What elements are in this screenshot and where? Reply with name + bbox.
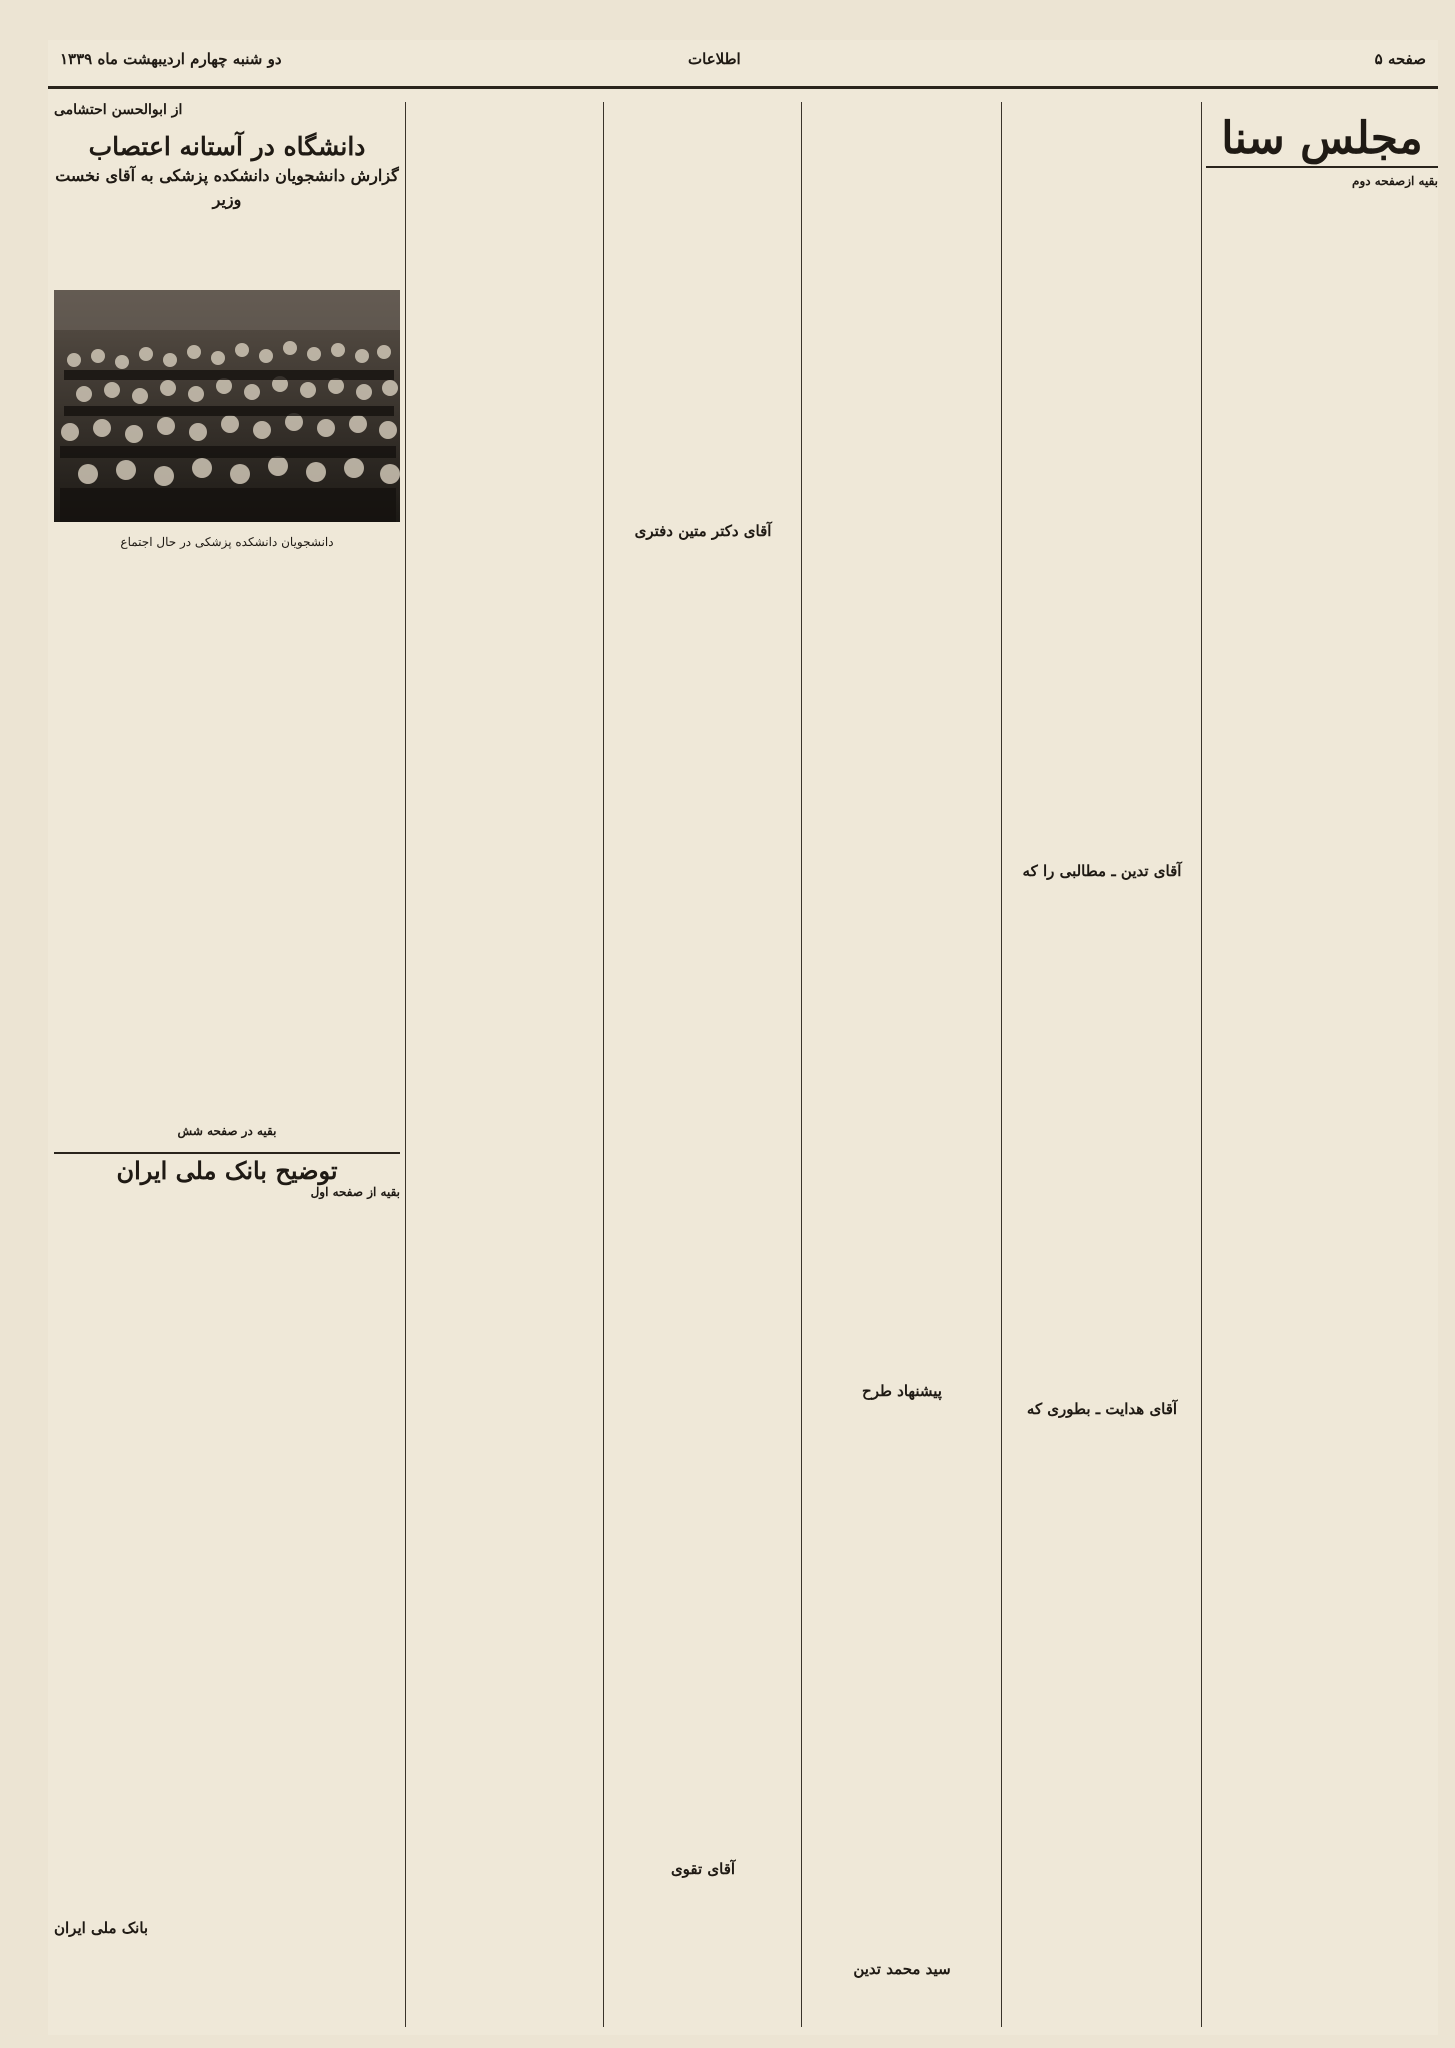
column-rule: [801, 102, 802, 2027]
crowd-photo-graphic: [54, 290, 400, 522]
column-rule: [603, 102, 604, 2027]
crowd-photo: [54, 290, 400, 522]
column-rule: [1001, 102, 1002, 2027]
bank-signature: بانک ملی ایران: [54, 1919, 149, 1938]
newspaper-page: [48, 40, 1438, 2035]
masthead: [48, 40, 1438, 89]
column-rule: [405, 102, 406, 2027]
photo-caption: دانشجویان دانشکده پزشکی در حال اجتماع: [120, 535, 334, 549]
section-heading-proposal: پیشنهاد طرح: [862, 1382, 942, 1400]
article-continued-note: بقیه در صفحه شش: [177, 1124, 277, 1138]
university-article-header: [48, 102, 406, 212]
senate-headline: مجلس سنا: [1206, 112, 1438, 168]
bank-continued-note: بقیه از صفحه اول: [310, 1184, 400, 1199]
senate-column-3: [806, 102, 998, 2027]
bank-headline: توضیح بانک ملی ایران: [54, 1152, 400, 1180]
member-heading-taghavi: آقای تقوی: [670, 1860, 736, 1879]
section-heading-tadayyon: آقای تدین ـ مطالبی را که: [1022, 862, 1182, 880]
senate-column-5: [410, 102, 600, 2027]
senate-column-2: [1006, 102, 1198, 2027]
article-subheadline: گزارش دانشجویان دانشکده پزشکی به آقای نخست وزیر: [55, 166, 399, 209]
university-article-body: [54, 560, 400, 2020]
issue-date: دو شنبه چهارم اردیبهشت ماه ۱۳۳۹: [60, 50, 282, 68]
article-headline: دانشگاه در آستانه اعتصاب: [88, 132, 366, 161]
page-number: صفحه ۵: [1374, 50, 1426, 68]
column-rule: [1201, 102, 1202, 2027]
senate-column-1: [1206, 102, 1438, 2027]
senate-column-4: [608, 102, 798, 2027]
senate-continued-note: بقیه ازصفحه دوم: [1352, 174, 1438, 188]
senate-signature: سید محمد تدین: [853, 1960, 951, 1979]
member-heading-matin-daftari: آقای دکتر متین دفتری: [634, 522, 772, 540]
newspaper-name: اطلاعات: [688, 50, 741, 68]
section-heading-hedayat: آقای هدایت ـ بطوری که: [1026, 1400, 1178, 1419]
article-byline: از ابوالحسن احتشامی: [54, 102, 183, 118]
